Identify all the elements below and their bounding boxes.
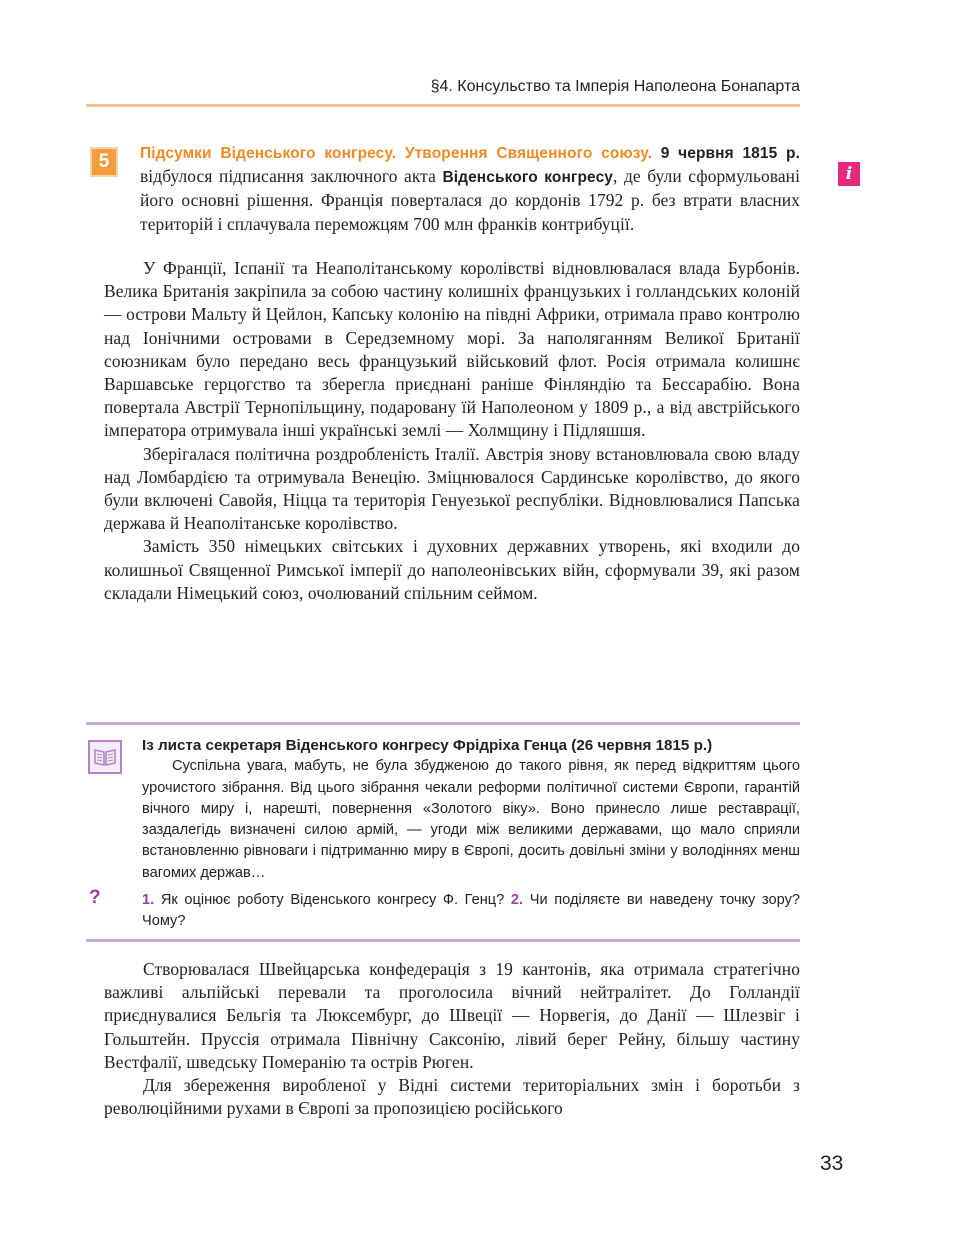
paragraph-5: Створювалася Швейцарська конфедерація з 19 кантонів, яка отримала стратегічно важливі альпійські перевали та проголосила вічний нейтралітет. До Голландії приєднувалися Бельгія та Люксембург, до Швеції — Норвегія, до Данії — Шлезвіг і Гольштейн. Пруссія отримала Північну Саксонію, лівий берег Рейну, більшу частину Вестфалії, шведську Померанію та острів Рюген. [104, 959, 800, 1072]
source-questions [142, 890, 800, 933]
continuation-body [104, 958, 800, 1120]
info-icon: i [838, 162, 860, 186]
paragraph-4: Замість 350 німецьких світських і духовних державних утворень, які входили до колишньої Священної Римської імперії до наполеонівських війн, сформували 39, які разом складали Німецький союз, очолюваний спільним сеймом. [104, 536, 800, 603]
running-header: §4. Консульство та Імперія Наполеона Бонапарта [430, 78, 800, 95]
section-heading: Підсумки Віденського конгресу. Утворення Священного союзу. [140, 145, 652, 162]
question-2: Чи поділяєте ви наведену точку зору? Чому? [142, 892, 801, 930]
date-highlight: 9 червня 1815 р. [660, 145, 800, 162]
open-book-icon [88, 740, 122, 774]
section-number-badge: 5 [90, 147, 118, 177]
section-intro [140, 141, 800, 236]
paragraph-2: У Франції, Іспанії та Неаполітанському королівстві відновлювалася влада Бурбонів. Велика Британія закріпила за собою частину колишніх французьких і голландських колоній — острови Мальту й Цейлон, Капську колонію на півдні Африки, отримала право контролю над Іонічними островами в Середземному морі. За наполяганням Великої Британії союзникам було передано весь французький військовий флот. Росія отримала колишнє Варшавське герцогство та зберегла приєднані раніше Фінляндію та Бессарабію. Вона повертала Австрії Тернопільщину, подаровану їй Наполеоном у 1809 р., а від австрійського імператора отримувала інші українські землі — Холмщину і Підляшшя. [104, 258, 800, 441]
paragraph-3: Зберігалася політична роздробленість Італії. Австрія знову встановлювала свою владу над Ломбардією та отримувала Венецію. Зміцнювалося Сардинське королівство, до якого були включені Савойя, Ніцца та територія Генуезької республіки. Відновлювалися Папська держава й Неаполітанське королівство. [104, 443, 800, 534]
section-body [104, 257, 800, 605]
source-title: Із листа секретаря Віденського конгресу Фрідріха Генца (26 червня 1815 р.) [142, 737, 713, 754]
page-number: 33 [820, 1152, 844, 1175]
source-bottom-divider [86, 939, 800, 942]
header-divider [86, 104, 800, 107]
text-run: , де були сформульовані його основні рішення. Франція поверталася до кордонів 1792 р. без втрати власних територій і сплачувала переможцям 700 млн франків контрибуції. [140, 166, 801, 234]
paragraph-1 [140, 141, 800, 236]
source-top-divider [86, 722, 800, 725]
question-icon: ? [89, 887, 101, 908]
open-book-icon-svg [93, 747, 117, 767]
paragraph-6: Для збереження виробленої у Відні системи територіальних змін і боротьби з революційними рухами в Європі за пропозицією російського [104, 1075, 800, 1119]
question-number-2: 2. [510, 892, 524, 908]
question-number-1: 1. [142, 892, 155, 908]
term-highlight: Віденського конгресу [442, 169, 614, 187]
text-run: відбулося підписання заключного акта [140, 166, 443, 187]
question-1: Як оцінює роботу Віденського конгресу Ф. Генц? [154, 892, 511, 908]
primary-source [142, 735, 800, 884]
source-quote: Суспільна увага, мабуть, не була збудженою до такого рівня, як перед відкриттям цього урочистого зібрання. Від цього зібрання чекали реформи політичної системи Європи, гарантій вічного миру і, нарешті, повернення «Золотого віку». Воно принесло лише реставрації, заздалегідь визначені силою армій, — угоди між великими державами, що мало сприяли встановленню рівноваги і підтриманню миру в Європі, досить довільні зміни у володіннях менш вагомих держав… [142, 758, 800, 881]
